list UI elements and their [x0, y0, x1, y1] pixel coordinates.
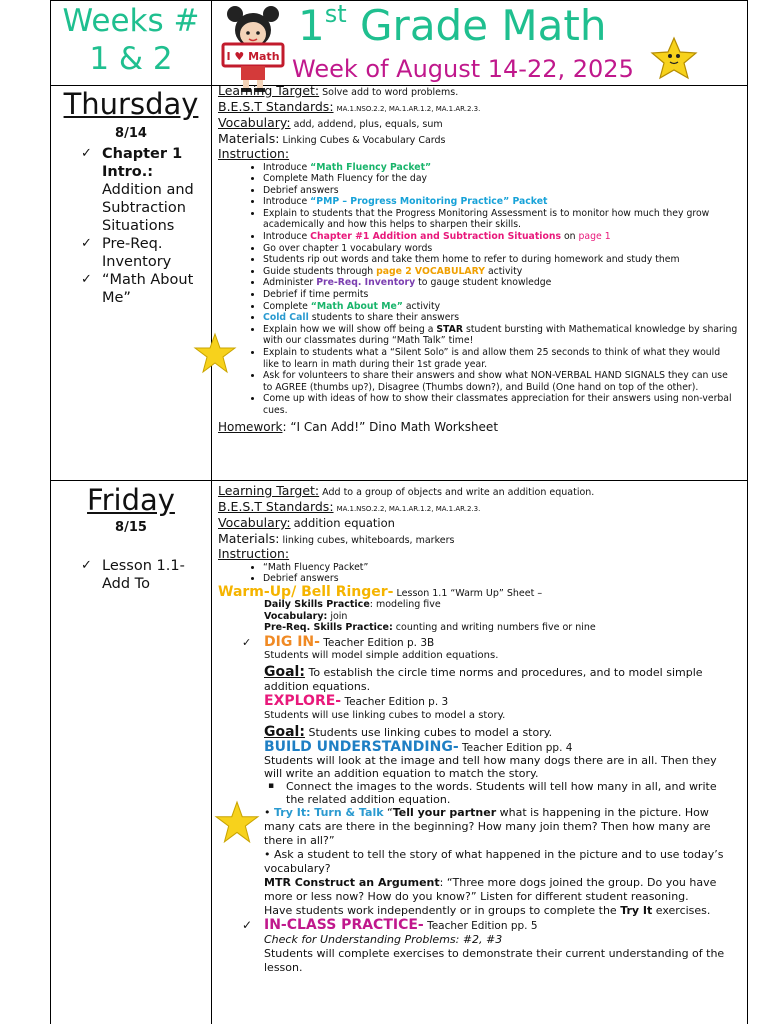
list-item: • Guide students through page 2 VOCABULARY activity: [263, 266, 738, 278]
thursday-plan: Learning Target: Solve add to word problems. B.E.S.T Standards: MA.1.NSO.2.2, MA.1.AR.1.2, MA.1.AR.2.3. Vocabulary: add, addend, plus, equals, sum Materials: Linking Cubes & Vocabulary Cards Instruction: • Introduce “Math Fluency Packet” • Complete Math Fluency for the day • Debrief answers • Introduce “PMP – Progress Monitoring Practice” Packet • Explain to students that the Progress Monitoring Assessment is to monitor how much they grow academically and how this helps to sharpen their skills. • Introduce Chapter #1 Addition and Subtraction Situations on page 1 • Go over chapter 1 vocabulary words • Students rip out words and take them home to refer to during homework and study them • Guide students through page 2 VOCABULARY activity • Administer Pre-Req. Inventory to gauge student knowledge • Debrief if time permits • Complete “Math About Me” activity • Cold Call students to share their answers • Explain how we will show off being a STAR student bursting with Mathematical knowledge by sharing with our classmates during “Math Talk” time! • Explain to students what a “Silent Solo” is and allow them 25 seconds to think of what they would like to learn in math during their 1st grade year. • Ask for volunteers to share their answers and show what NON-VERBAL HAND SIGNALS they can use to AGREE (thumbs up?), Disagree (Thumbs down?), and Build (One hand on top of the other). • Come up with ideas of how to show their classmates appreciation for their answers using non-verbal cues. Homework: “I Can Add!” Dino Math Worksheet: [218, 83, 738, 435]
list-item: • Introduce “Math Fluency Packet”: [263, 162, 738, 174]
list-item: • Complete Math Fluency for the day: [263, 173, 738, 185]
list-item: • Students rip out words and take them home to refer to during homework and study them: [263, 254, 738, 266]
list-item: • “Math Fluency Packet”: [263, 562, 738, 574]
list-item: • Introduce Chapter #1 Addition and Subtraction Situations on page 1: [263, 231, 738, 243]
page-title: 1st Grade Math: [298, 0, 607, 50]
list-item: • Ask for volunteers to share their answers and show what NON-VERBAL HAND SIGNALS they can use to AGREE (thumbs up?), Disagree (Thumbs down?), and Build (One hand on top of the other).: [263, 370, 738, 393]
column-divider-header: [211, 0, 212, 85]
checklist-item: ✓ Lesson 1.1- Add To: [81, 558, 185, 592]
checkmark-icon: ✓: [81, 558, 92, 573]
week-subtitle: Week of August 14-22, 2025: [292, 55, 634, 83]
thursday-instruction-list: [218, 162, 738, 417]
thursday-checklist: [51, 145, 211, 307]
list-item: • Cold Call students to share their answers: [263, 312, 738, 324]
list-item: • Introduce “PMP – Progress Monitoring Practice” Packet: [263, 196, 738, 208]
star-icon: [214, 800, 260, 846]
list-item: • Administer Pre-Req. Inventory to gauge student knowledge: [263, 277, 738, 289]
checklist-item: ✓ Chapter 1 Intro.: Addition and Subtraction Situations: [81, 146, 194, 234]
row-divider-thursday: [50, 480, 747, 481]
list-item: • Go over chapter 1 vocabulary words: [263, 243, 738, 255]
checklist-item: ✓ Pre-Req. Inventory: [81, 236, 172, 270]
list-item: • Explain to students what a “Silent Solo” is and allow them 25 seconds to think of what they would like to learn in math during their 1st grade year.: [263, 347, 738, 370]
checkmark-icon: ✓: [81, 146, 92, 161]
friday-checklist: [51, 557, 211, 593]
friday-plan: Learning Target: Add to a group of objects and write an addition equation. B.E.S.T Standards: MA.1.NSO.2.2, MA.1.AR.1.2, MA.1.AR.2.3. Vocabulary: addition equation Materials: linking cubes, whiteboards, markers Instruction: • “Math Fluency Packet” • Debrief answers Warm-Up/ Bell Ringer- Lesson 1.1 “Warm Up” Sheet – Daily Skills Practice: modeling five Vocabulary: join Pre-Req. Skills Practice: counting and writing numbers five or nine ✓ DIG IN- Teacher Edition p. 3B Students will model simple addition equations. Goal: To establish the circle time norms and procedures, and to model simple addition equations. EXPLORE- Teacher Edition p. 3 Students will use linking cubes to model a story. Goal: Students use linking cubes to model a story. BUILD UNDERSTANDING- Teacher Edition pp. 4 Students will look at the image and tell how many dogs there are in all. Then they will write an addition equation to match the story. ▪ Connect the images to the words. Students will tell how many in all, and write the related addition equation. • Try It: Turn & Talk “Tell your partner what is happening in the picture. How many cats are there in the beginning? How many join them? Then how many are there in all?” • Ask a student to tell the story of what happened in the picture and to use today’s vocabulary? MTR Construct an Argument: “Three more dogs joined the group. Do you have more or less now? How do you know?” Listen for different student reasoning. Have students work independently or in groups to complete the Try It exercises. ✓ IN-CLASS PRACTICE- Teacher Edition pp. 5 Check for Understanding Problems: #2, #3 Students will complete exercises to demonstrate their current understanding of the lesson.: [218, 483, 738, 975]
friday-cell: [51, 484, 211, 593]
day-date: 8/15: [115, 520, 147, 535]
friday-instruction-list: [218, 562, 738, 585]
day-name: Thursday: [63, 87, 199, 121]
list-item: • Come up with ideas of how to show their classmates appreciation for their answers using non-verbal cues.: [263, 393, 738, 416]
day-name: Friday: [87, 483, 175, 517]
list-item: • Explain to students that the Progress Monitoring Assessment is to monitor how much they grow academically and how this helps to sharpen their skills.: [263, 208, 738, 231]
day-date: 8/14: [115, 126, 147, 141]
star-mascot-icon: [650, 36, 698, 80]
checkmark-icon: ✓: [242, 918, 253, 933]
list-item: • Complete “Math About Me” activity: [263, 301, 738, 313]
sign-text: I ♥ Math: [226, 50, 280, 63]
checkmark-icon: ✓: [242, 635, 252, 649]
list-item: • Debrief if time permits: [263, 289, 738, 301]
column-divider: [211, 85, 212, 1024]
weeks-label: Weeks # 1 & 2: [62, 3, 200, 77]
star-icon: [193, 332, 237, 376]
checkmark-icon: ✓: [81, 272, 92, 287]
list-item: • Explain how we will show off being a STAR student bursting with Mathematical knowledge by sharing with our classmates during “Math Talk” time!: [263, 324, 738, 347]
list-item: • Debrief answers: [263, 185, 738, 197]
checklist-item: ✓ “Math About Me”: [81, 272, 194, 306]
thursday-cell: [51, 88, 211, 307]
list-item: • Debrief answers: [263, 573, 738, 585]
girl-holding-sign-illustration: [215, 4, 291, 92]
checkmark-icon: ✓: [81, 236, 92, 251]
